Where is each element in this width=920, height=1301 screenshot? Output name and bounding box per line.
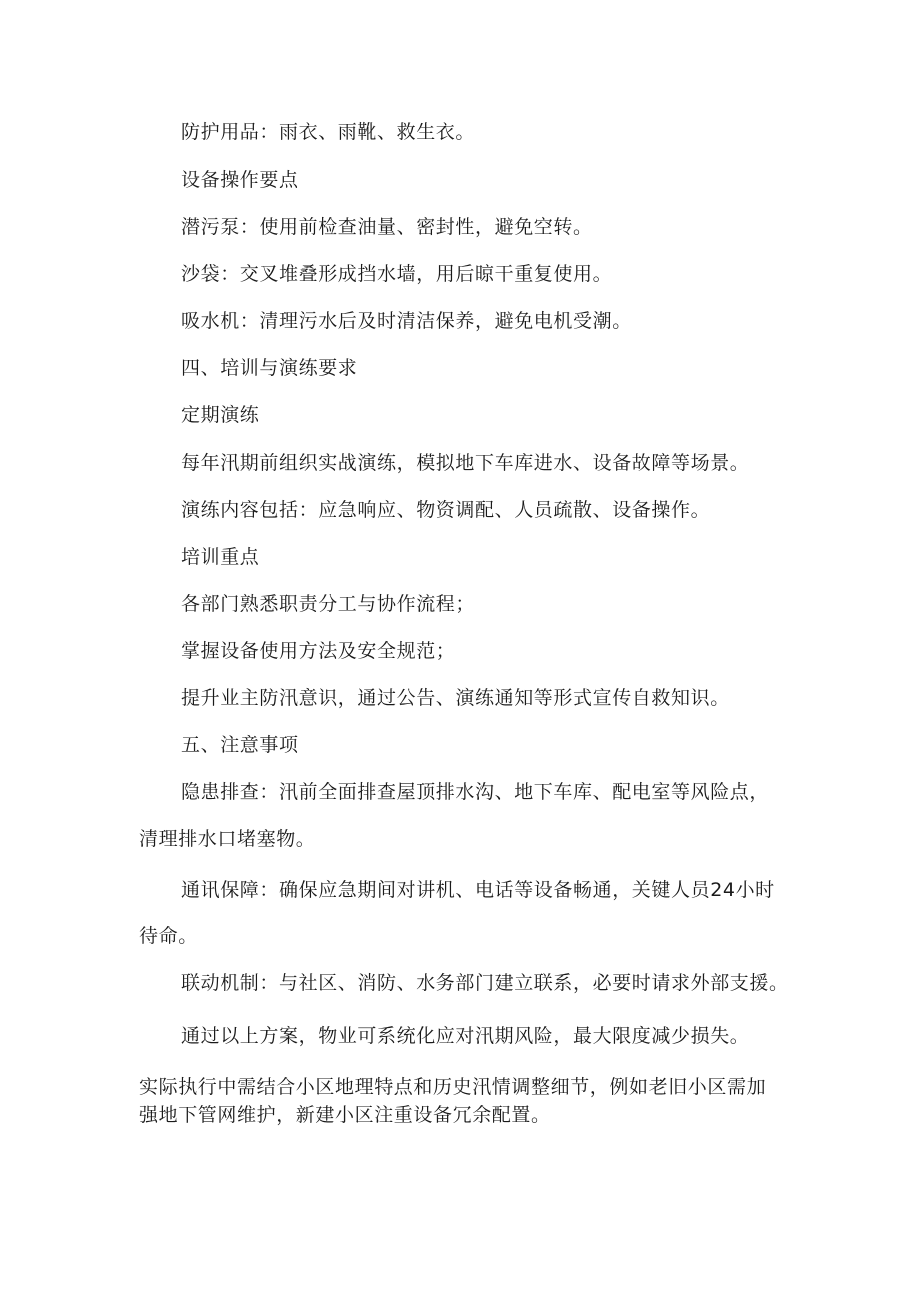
paragraph-drill-content: 演练内容包括：应急响应、物资调配、人员疏散、设备操作。 — [181, 499, 711, 521]
paragraph-practice-note-cont: 强地下管网维护，新建小区注重设备冗余配置。 — [139, 1104, 551, 1126]
heading-training-drills: 四、培训与演练要求 — [181, 357, 358, 379]
paragraph-linkage: 联动机制：与社区、消防、水务部门建立联系，必要时请求外部支援。 — [181, 972, 789, 994]
paragraph-hazard-check-cont: 清理排水口堵塞物。 — [139, 828, 316, 850]
paragraph-sandbags: 沙袋：交叉堆叠形成挡水墙，用后晾干重复使用。 — [181, 263, 613, 285]
paragraph-sewage-pump: 潜污泵：使用前检查油量、密封性，避免空转。 — [181, 216, 593, 238]
paragraph-practice-note: 实际执行中需结合小区地理特点和历史汛情调整细节，例如老旧小区需加 — [139, 1076, 767, 1098]
paragraph-communication: 通讯保障：确保应急期间对讲机、电话等设备畅通，关键人员24小时 — [181, 879, 775, 901]
heading-precautions: 五、注意事项 — [181, 734, 299, 756]
paragraph-communication-cont: 待命。 — [139, 925, 198, 947]
heading-training-focus: 培训重点 — [181, 546, 260, 568]
paragraph-annual-drill: 每年汛期前组织实战演练，模拟地下车库进水、设备故障等场景。 — [181, 452, 750, 474]
paragraph-water-suction: 吸水机：清理污水后及时清洁保养，避免电机受潮。 — [181, 310, 632, 332]
paragraph-responsibilities: 各部门熟悉职责分工与协作流程； — [181, 593, 476, 615]
heading-regular-drills: 定期演练 — [181, 404, 260, 426]
paragraph-conclusion: 通过以上方案，物业可系统化应对汛期风险，最大限度减少损失。 — [181, 1025, 750, 1047]
heading-equipment-operation: 设备操作要点 — [181, 169, 299, 191]
paragraph-hazard-check: 隐患排查：汛前全面排查屋顶排水沟、地下车库、配电室等风险点， — [181, 781, 770, 803]
paragraph-equipment-safety: 掌握设备使用方法及安全规范； — [181, 640, 456, 662]
paragraph-protective-gear: 防护用品：雨衣、雨靴、救生衣。 — [181, 121, 476, 143]
paragraph-owner-awareness: 提升业主防汛意识，通过公告、演练通知等形式宣传自救知识。 — [181, 687, 730, 709]
